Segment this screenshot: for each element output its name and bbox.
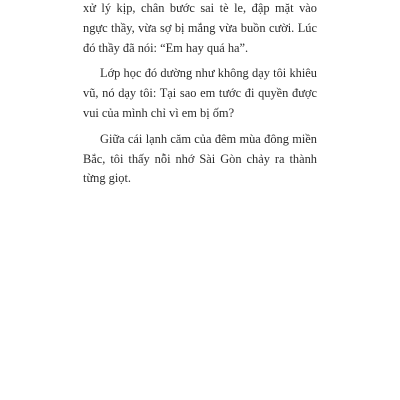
body-text [83, 0, 317, 195]
paragraph: Giữa cái lạnh căm của đêm mùa đông miền Bắc, tôi thấy nỗi nhớ Sài Gòn chảy ra thành từng giọt. [83, 131, 317, 186]
paragraph-continued: xử lý kịp, chân bước sai tè le, đập mặt vào ngực thầy, vừa sợ bị mắng vừa buồn cười. Lúc đó thầy đã nói: “Em hay quá ha”. [83, 1, 317, 55]
paragraph: Lớp học đó dường như không dạy tôi khiêu vũ, nó dạy tôi: Tại sao em tước đi quyền được vui của mình chỉ vì em bị ốm? [83, 66, 317, 120]
